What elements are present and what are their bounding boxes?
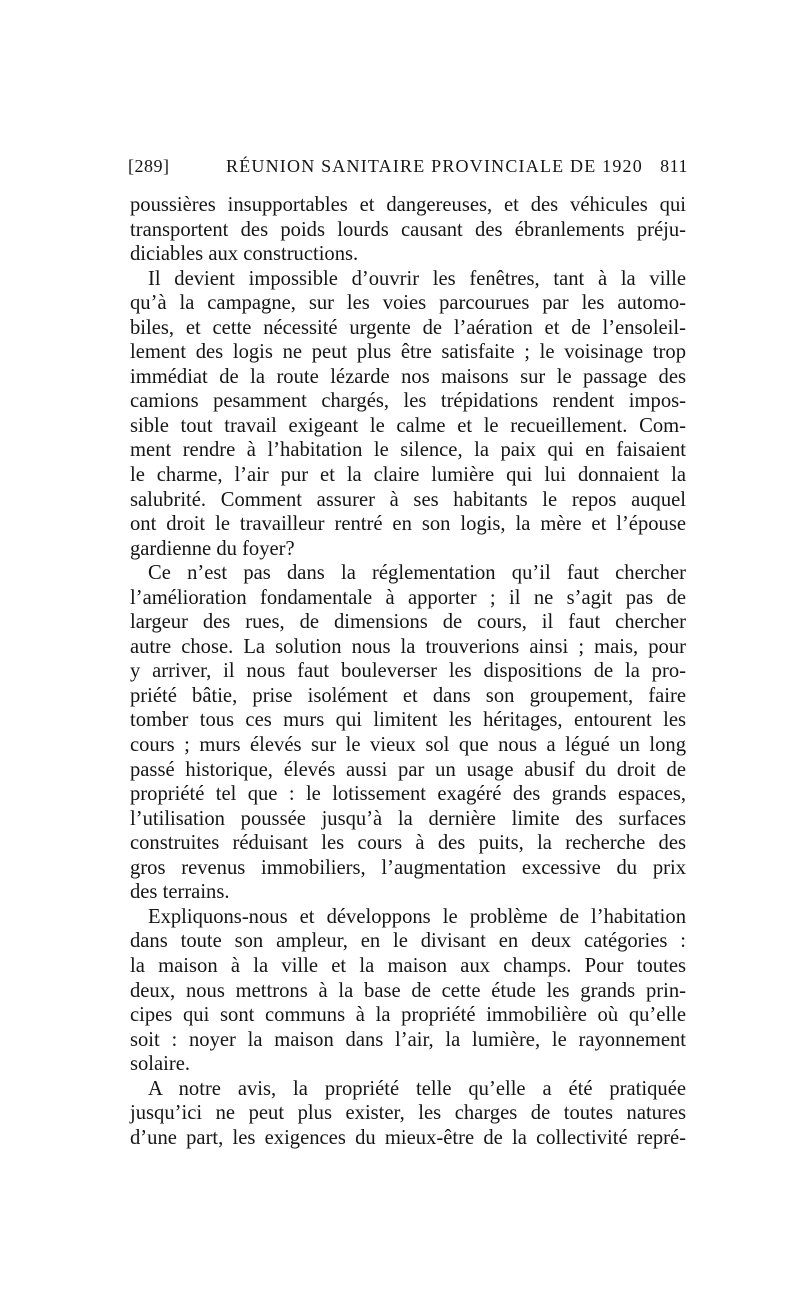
text-line: dans toute son ampleur, en le divisant en deux catégories : [130, 930, 686, 953]
text-line: immédiat de la route lézarde nos maisons sur le passage des [130, 365, 686, 388]
text-line: l’utilisation poussée jusqu’à la dernière limite des surfaces [130, 807, 686, 830]
text-line: propriété tel que : le lotissement exagéré des grands espaces, [130, 783, 686, 806]
running-header [128, 156, 688, 182]
text-line: gros revenus immobiliers, l’augmentation excessive du prix [130, 856, 686, 879]
text-line: solaire. [130, 1053, 191, 1076]
text-line: diciables aux constructions. [130, 243, 359, 266]
text-line: jusqu’ici ne peut plus exister, les charges de toutes natures [130, 1102, 686, 1125]
text-line: deux, nous mettrons à la base de cette étude les grands prin- [130, 979, 686, 1002]
text-line: des terrains. [130, 881, 230, 904]
page-number: 811 [660, 156, 688, 176]
text-line: gardienne du foyer? [130, 537, 295, 560]
text-line: construites réduisant les cours à des puits, la recherche des [130, 832, 686, 855]
text-line: ont droit le travailleur rentré en son logis, la mère et l’épouse [130, 513, 686, 536]
text-line: y arriver, il nous faut bouleverser les dispositions de la pro- [130, 660, 686, 683]
text-line: la maison à la ville et la maison aux champs. Pour toutes [130, 954, 686, 977]
text-line: cipes qui sont communs à la propriété immobilière où qu’elle [130, 1004, 686, 1027]
text-line: transportent des poids lourds causant des ébranlements préju- [130, 218, 686, 241]
text-line: qu’à la campagne, sur les voies parcourues par les automo- [130, 292, 686, 315]
text-line: le charme, l’air pur et la claire lumière qui lui donnaient la [130, 464, 686, 487]
text-line: passé historique, élevés aussi par un usage abusif du droit de [130, 758, 686, 781]
text-line: l’amélioration fondamentale à apporter ; il ne s’agit pas de [130, 586, 686, 609]
text-line: Il devient impossible d’ouvrir les fenêtres, tant à la ville [148, 267, 686, 290]
text-line: lement des logis ne peut plus être satisfaite ; le voisinage trop [130, 341, 686, 364]
text-line: camions pesamment chargés, les trépidations rendent impos- [130, 390, 686, 413]
body-text [130, 193, 686, 1150]
text-line: Ce n’est pas dans la réglementation qu’il faut chercher [148, 562, 686, 585]
text-line: Expliquons-nous et développons le problème de l’habitation [148, 905, 686, 928]
text-line: salubrité. Comment assurer à ses habitants le repos auquel [130, 488, 686, 511]
text-line: poussières insupportables et dangereuses, et des véhicules qui [130, 194, 686, 216]
text-line: biles, et cette nécessité urgente de l’aération et de l’ensoleil- [130, 316, 686, 339]
text-line: ment rendre à l’habitation le silence, la paix qui en faisaient [130, 439, 686, 462]
page-reference: [289] [128, 156, 170, 176]
text-line: soit : noyer la maison dans l’air, la lumière, le rayonnement [130, 1028, 686, 1051]
header-title: RÉUNION SANITAIRE PROVINCIALE DE 1920 [226, 156, 643, 176]
text-line: priété bâtie, prise isolément et dans son groupement, faire [130, 684, 686, 707]
text-line: A notre avis, la propriété telle qu’elle a été pratiquée [148, 1077, 686, 1100]
text-line: cours ; murs élevés sur le vieux sol que nous a légué un long [130, 734, 686, 757]
text-line: sible tout travail exigeant le calme et le recueillement. Com- [130, 414, 686, 437]
text-line: largeur des rues, de dimensions de cours, il faut chercher [130, 611, 686, 634]
text-line: d’une part, les exigences du mieux-être de la collectivité repré- [130, 1126, 686, 1149]
text-line: autre chose. La solution nous la trouverions ainsi ; mais, pour [130, 635, 686, 658]
text-line: tomber tous ces murs qui limitent les héritages, entourent les [130, 709, 686, 732]
